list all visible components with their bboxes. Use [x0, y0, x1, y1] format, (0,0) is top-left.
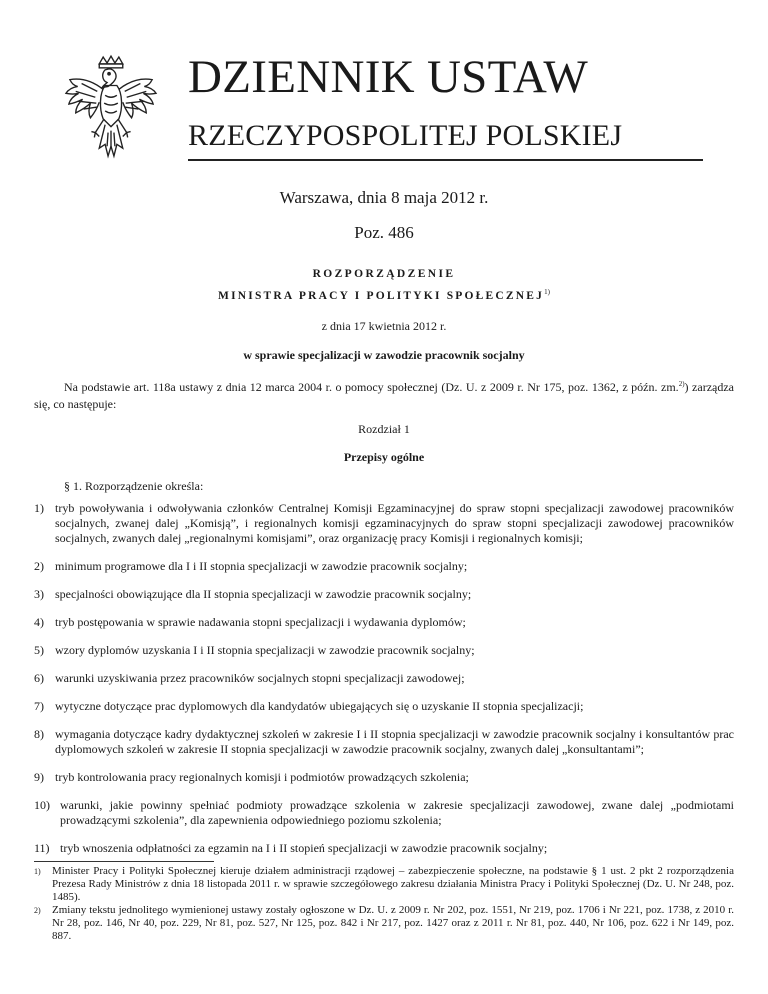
- item-text: wymagania dotyczące kadry dydaktycznej szkoleń w zakresie I i II stopnia specjalizacji w zawodzie pracownik socjalny i konsultantów prac dyplomowych szkoleń w zakresie II stopnia specjalizacji w zawodzie pracownik socjalny, zwanych dalej „konsultantami”;: [55, 727, 734, 756]
- item-number: 6): [34, 671, 44, 685]
- list-item: [34, 770, 734, 785]
- act-date: z dnia 17 kwietnia 2012 r.: [321, 319, 447, 333]
- item-text: tryb powoływania i odwoływania członków Centralnej Komisji Egzaminacyjnej do spraw stopni specjalizacji zawodowej pracowników socjalnych, zwanej dalej „Komisją”, i regionalnych komisji egzaminacyjnych do spraw stopni specjalizacji zawodowej pracowników socjalnych, zwanych dalej „regionalnymi komisjami”, oraz organizację pracy Komisji i regionalnych komisji;: [55, 501, 734, 545]
- item-number: 1): [34, 501, 44, 515]
- item-number: 10): [34, 798, 50, 812]
- item-text: tryb kontrolowania pracy regionalnych komisji i podmiotów prowadzących szkolenia;: [55, 770, 469, 784]
- journal-title: DZIENNIK USTAW: [188, 51, 589, 103]
- issuer-footnote-ref[interactable]: 1): [544, 288, 550, 296]
- footnote: [34, 904, 734, 943]
- list-item: [34, 615, 734, 630]
- list-item: [34, 501, 734, 546]
- item-text: wytyczne dotyczące prac dyplomowych dla kandydatów ubiegających się o uzyskanie II stopnia specjalizacji;: [55, 699, 584, 713]
- item-number: 7): [34, 699, 44, 713]
- journal-subtitle: RZECZYPOSPOLITEJ POLSKIEJ: [188, 119, 623, 152]
- item-text: wzory dyplomów uzyskania I i II stopnia specjalizacji w zawodzie pracownik socjalny;: [55, 643, 475, 657]
- position-number: Poz. 486: [354, 223, 414, 242]
- list-item: [34, 798, 734, 828]
- list-item: [34, 727, 734, 757]
- list-item: [34, 699, 734, 714]
- footnote-text: Zmiany tekstu jednolitego wymienionej ustawy zostały ogłoszone w Dz. U. z 2009 r. Nr 202, poz. 1551, Nr 219, poz. 1706 i Nr 221, poz. 1738, z 2010 r. Nr 28, poz. 146, Nr 40, poz. 229, Nr 81, poz. 527, Nr 125, poz. 842 i Nr 217, poz. 1427 oraz z 2011 r. Nr 81, poz. 440, Nr 106, poz. 622 i Nr 149, poz. 887.: [52, 904, 734, 942]
- chapter-title: Przepisy ogólne: [343, 450, 425, 464]
- basis-footnote-ref[interactable]: 2): [678, 380, 685, 388]
- publication-date: Warszawa, dnia 8 maja 2012 r.: [279, 188, 489, 207]
- footnote-text: Minister Pracy i Polityki Społecznej kieruje działem administracji rządowej – zabezpieczenie społeczne, na podstawie § 1 ust. 2 pkt 2 rozporządzenia Prezesa Rady Ministrów z dnia 18 listopada 2011 r. w sprawie szczegółowego zakresu działania Ministra Pracy i Polityki Społecznej (Dz. U. Nr 248, poz. 1485).: [52, 865, 734, 903]
- footnotes: [34, 865, 734, 943]
- list-item: [34, 643, 734, 658]
- item-text: tryb postępowania w sprawie nadawania stopni specjalizacji i wydawania dyplomów;: [55, 615, 466, 629]
- footnote-divider: [34, 861, 214, 862]
- list-item: [34, 841, 734, 856]
- section-intro: § 1. Rozporządzenie określa:: [64, 479, 204, 493]
- eagle-emblem-icon: [62, 54, 160, 166]
- footnote-mark: 1): [34, 867, 41, 876]
- act-subject: w sprawie specjalizacji w zawodzie pracownik socjalny: [243, 348, 525, 362]
- item-text: specjalności obowiązujące dla II stopnia specjalizacji w zawodzie pracownik socjalny;: [55, 587, 472, 601]
- footnote: [34, 865, 734, 904]
- list-item: [34, 671, 734, 686]
- item-number: 8): [34, 727, 44, 741]
- section-items-list: [34, 501, 734, 869]
- list-item: [34, 587, 734, 602]
- item-text: warunki, jakie powinny spełniać podmioty prowadzące szkolenia w zakresie specjalizacji zawodowej, zwane dalej „podmiotami prowadzącymi szkolenia”, dla zapewnienia odpowiedniego poziomu szkolenia;: [60, 798, 734, 827]
- chapter-label: Rozdział 1: [358, 422, 410, 436]
- item-number: 3): [34, 587, 44, 601]
- act-type: ROZPORZĄDZENIE: [312, 268, 456, 280]
- item-text: tryb wnoszenia odpłatności za egzamin na I i II stopień specjalizacji w zawodzie pracownik socjalny;: [60, 841, 548, 855]
- issuer-name: MINISTRA PRACY I POLITYKI SPOŁECZNEJ: [218, 289, 545, 302]
- item-number: 4): [34, 615, 44, 629]
- legal-basis: [34, 376, 734, 413]
- footnote-mark: 2): [34, 906, 41, 915]
- legal-basis-end: ) zarządza się, co następuje:: [34, 380, 734, 411]
- item-text: minimum programowe dla I i II stopnia specjalizacji w zawodzie pracownik socjalny;: [55, 559, 468, 573]
- item-number: 5): [34, 643, 44, 657]
- item-number: 9): [34, 770, 44, 784]
- item-number: 2): [34, 559, 44, 573]
- act-issuer: [0, 288, 768, 302]
- item-text: warunki uzyskiwania przez pracowników socjalnych stopni specjalizacji zawodowej;: [55, 671, 465, 685]
- list-item: [34, 559, 734, 574]
- masthead-divider: [188, 159, 703, 161]
- legal-basis-text: Na podstawie art. 118a ustawy z dnia 12 marca 2004 r. o pomocy społecznej (Dz. U. z 2009 r. Nr 175, poz. 1362, z późn. zm.: [64, 380, 679, 394]
- item-number: 11): [34, 841, 50, 855]
